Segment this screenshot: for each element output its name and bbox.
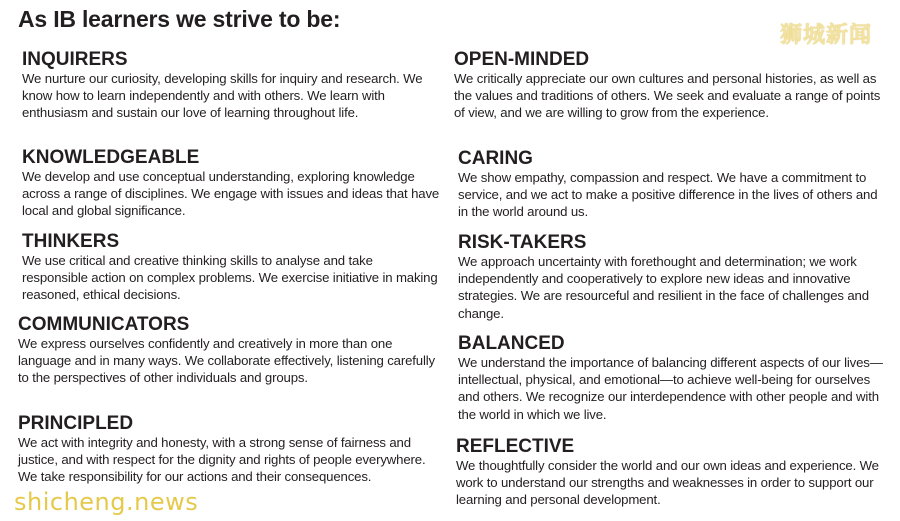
attribute-description: We act with integrity and honesty, with a strong sense of fairness and justice, and with respect for the dignity and rights of people everywhere. We take responsibility for our actions and their consequences. <box>18 435 426 485</box>
watermark-logo-top: 狮城新闻 <box>780 23 873 48</box>
attribute-description: We develop and use conceptual understanding, exploring knowledge across a range of disciplines. We engage with issues and ideas that have local and global significance. <box>22 169 440 219</box>
attribute-reflective <box>456 437 884 509</box>
attribute-heading: KNOWLEDGEABLE <box>22 147 200 168</box>
attribute-heading: BALANCED <box>458 333 565 354</box>
attribute-description: We use critical and creative thinking skills to analyse and take responsible action on complex problems. We exercise initiative in making reasoned, ethical decisions. <box>22 253 438 303</box>
attribute-heading: INQUIRERS <box>22 49 128 70</box>
page-title: As IB learners we strive to be: <box>18 6 341 32</box>
attribute-heading: RISK-TAKERS <box>458 232 587 253</box>
attribute-description: We understand the importance of balancing different aspects of our lives—intellectual, physical, and emotional—to achieve well-being for ourselves and others. We recognize our interdependence with other people and with the world in which we live. <box>458 355 883 422</box>
attribute-description: We approach uncertainty with forethought and determination; we work independently and cooperatively to explore new ideas and innovative strategies. We are resourceful and resilient in the face of challenges and change. <box>458 254 869 321</box>
attribute-description: We show empathy, compassion and respect. We have a commitment to service, and we act to make a positive difference in the lives of others and in the world around us. <box>458 170 878 220</box>
attribute-thinkers <box>22 232 440 304</box>
attribute-open-minded <box>454 50 882 122</box>
watermark-logo-bottom: shicheng.news <box>14 488 199 516</box>
attribute-caring <box>458 149 886 221</box>
attribute-knowledgeable <box>22 148 440 220</box>
attribute-heading: COMMUNICATORS <box>18 314 190 335</box>
attribute-description: We thoughtfully consider the world and our own ideas and experience. We work to understand our strengths and weaknesses in order to support our learning and personal development. <box>456 458 879 508</box>
attribute-heading: PRINCIPLED <box>18 413 134 434</box>
attribute-heading: REFLECTIVE <box>456 436 575 457</box>
attribute-communicators <box>18 315 436 387</box>
attribute-balanced <box>458 334 886 423</box>
attribute-description: We critically appreciate our own cultures and personal histories, as well as the values and traditions of others. We seek and evaluate a range of points of view, and we are willing to grow from the experience. <box>454 71 881 121</box>
attribute-principled <box>18 414 436 486</box>
attribute-description: We express ourselves confidently and creatively in more than one language and in many ways. We collaborate effectively, listening carefully to the perspectives of other individuals and groups. <box>18 336 435 386</box>
attribute-inquirers <box>22 50 440 122</box>
attribute-heading: CARING <box>458 148 533 169</box>
attribute-risk-takers <box>458 233 886 322</box>
attribute-heading: THINKERS <box>22 231 120 252</box>
attribute-description: We nurture our curiosity, developing skills for inquiry and research. We know how to learn independently and with others. We learn with enthusiasm and sustain our love of learning throughout life. <box>22 71 423 121</box>
attribute-heading: OPEN-MINDED <box>454 49 590 70</box>
